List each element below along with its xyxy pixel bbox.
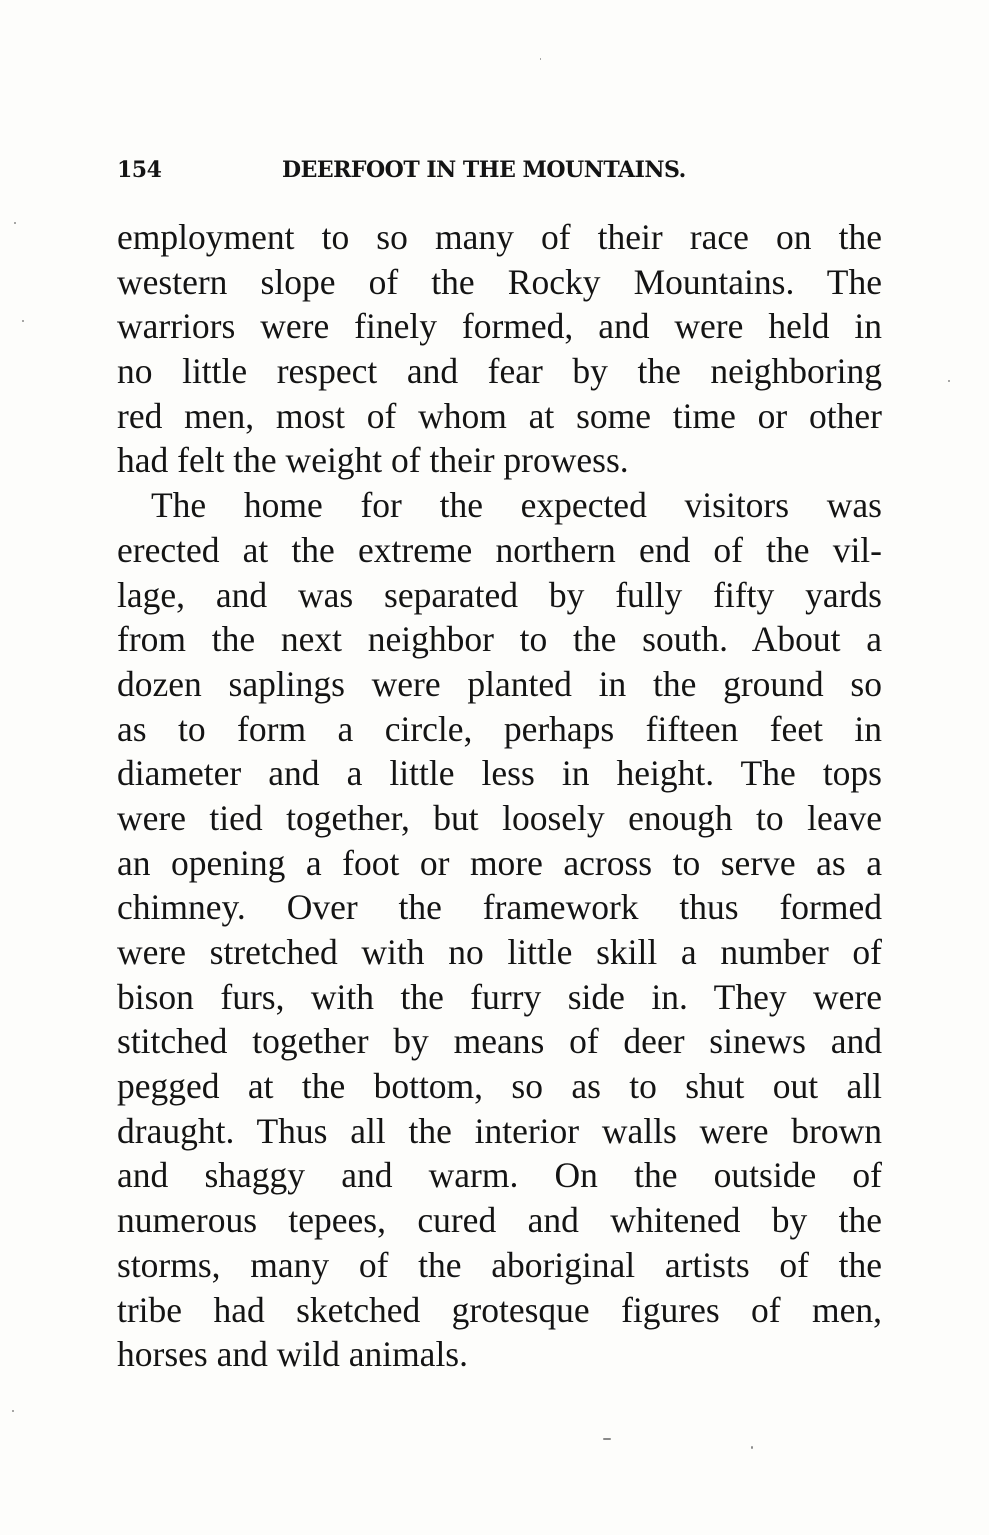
text-line: stitched together by means of deer sinews and xyxy=(117,1021,882,1062)
page-number: 154 xyxy=(117,157,162,183)
text-line: were stretched with no little skill a number of xyxy=(117,932,882,972)
scan-speck xyxy=(540,58,541,60)
text-line: diameter and a little less in height. The tops xyxy=(117,753,882,794)
text-line: pegged at the bottom, so as to shut out all xyxy=(117,1066,882,1107)
text-line: no little respect and fear by the neighboring xyxy=(117,351,882,392)
paragraph-2 xyxy=(117,483,882,1377)
running-head xyxy=(117,152,882,188)
text-line: tribe had sketched grotesque figures of men, xyxy=(117,1289,882,1330)
text-line: dozen saplings were planted in the ground so xyxy=(117,663,882,704)
text-line: erected at the extreme northern end of the vil- xyxy=(117,529,882,570)
text-line: were tied together, but loosely enough to leave xyxy=(117,797,882,838)
text-line: western slope of the Rocky Mountains. The xyxy=(117,261,882,302)
scan-speck xyxy=(751,1446,753,1449)
text-line: chimney. Over the framework thus formed xyxy=(117,887,882,928)
text-line: lage, and was separated by fully fifty yards xyxy=(117,574,882,615)
text-line: storms, many of the aboriginal artists of the xyxy=(117,1244,882,1285)
text-line: warriors were finely formed, and were held in xyxy=(117,306,882,347)
text-line: an opening a foot or more across to serve as a xyxy=(117,842,882,883)
scan-speck xyxy=(603,1438,611,1440)
text-line: bison furs, with the furry side in. They were xyxy=(117,976,882,1017)
scan-speck xyxy=(14,222,16,224)
text-line: The home for the expected visitors was xyxy=(151,485,882,526)
text-line: draught. Thus all the interior walls were brown xyxy=(117,1110,882,1151)
text-line: had felt the weight of their prowess. xyxy=(117,440,629,481)
scan-speck xyxy=(22,320,24,322)
running-title: DEERFOOT IN THE MOUNTAINS. xyxy=(282,157,686,183)
scan-speck xyxy=(948,380,950,382)
text-line: and shaggy and warm. On the outside of xyxy=(117,1155,882,1196)
text-line: as to form a circle, perhaps fifteen feet in xyxy=(117,708,882,749)
text-line: horses and wild animals. xyxy=(117,1334,468,1375)
text-line: employment to so many of their race on the xyxy=(117,217,882,257)
body-text xyxy=(117,215,882,1377)
text-line: from the next neighbor to the south. About a xyxy=(117,619,882,660)
text-line: red men, most of whom at some time or other xyxy=(117,395,882,436)
scan-speck xyxy=(12,1410,14,1412)
paragraph-1 xyxy=(117,215,882,483)
text-line: numerous tepees, cured and whitened by the xyxy=(117,1200,882,1241)
